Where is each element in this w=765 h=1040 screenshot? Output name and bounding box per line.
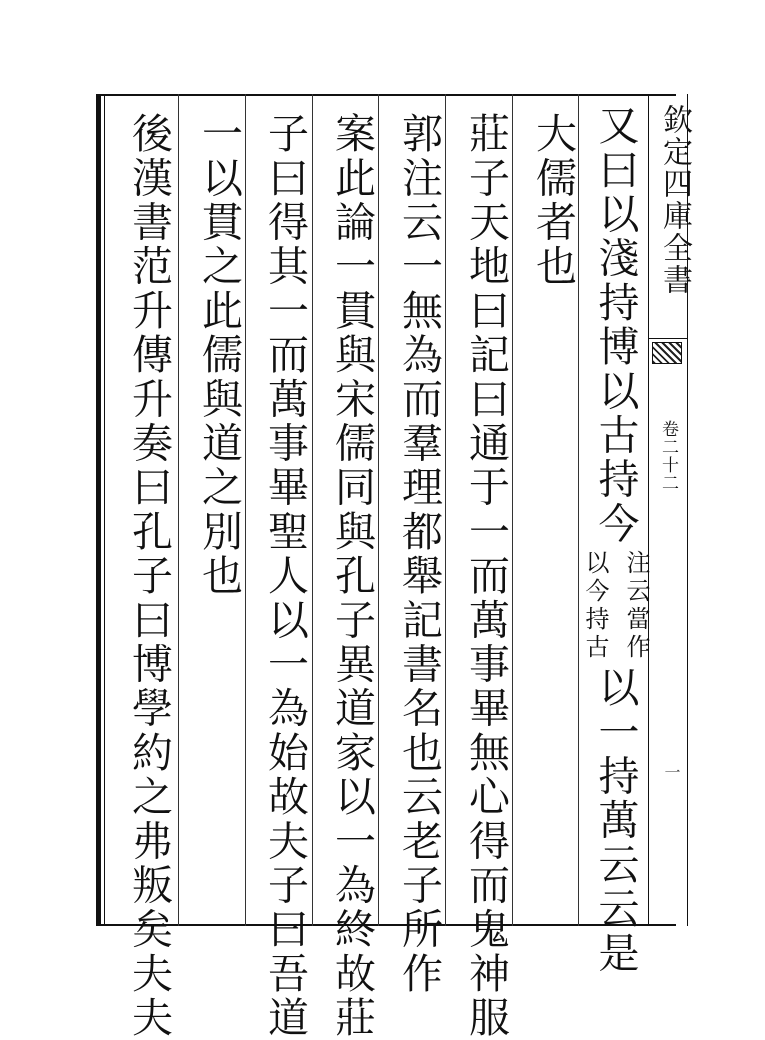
book-title: 欽定四庫全書 [657, 104, 692, 296]
text-column-6: 子曰得其一而萬事畢聖人以一為始故夫子曰吾道 [261, 112, 309, 1040]
text-column-5: 案此論一貫與宋儒同與孔子異道家以一為終故莊 [328, 112, 376, 1040]
text-column-4: 郭注云一無為而羣理都舉記書名也云老子所作 [395, 112, 443, 996]
margin-divider [648, 338, 688, 339]
text-column-7: 一以貫之此儒與道之別也 [195, 112, 243, 599]
text-column-2: 大儒者也 [529, 112, 577, 289]
text-column-8: 後漢書范升傳升奏曰孔子曰博學約之弗叛矣夫夫 [125, 112, 173, 1040]
column-text: 又曰以淺持博以古持今 [591, 104, 640, 546]
volume-label: 卷二十二 [658, 420, 678, 492]
note-right: 注云當作 [622, 550, 650, 662]
interlinear-note [578, 550, 654, 662]
frame-inner-rule [104, 94, 105, 926]
note-left: 以今持古 [581, 550, 609, 662]
text-column-3: 莊子天地曰記曰通于一而萬事畢無心得而鬼神服 [462, 112, 510, 1040]
leaf-mark: 一 [662, 764, 681, 780]
text-column-1 [581, 104, 650, 976]
column-text: 以一持萬云云是 [591, 666, 640, 976]
fishtail-mark [652, 342, 682, 364]
